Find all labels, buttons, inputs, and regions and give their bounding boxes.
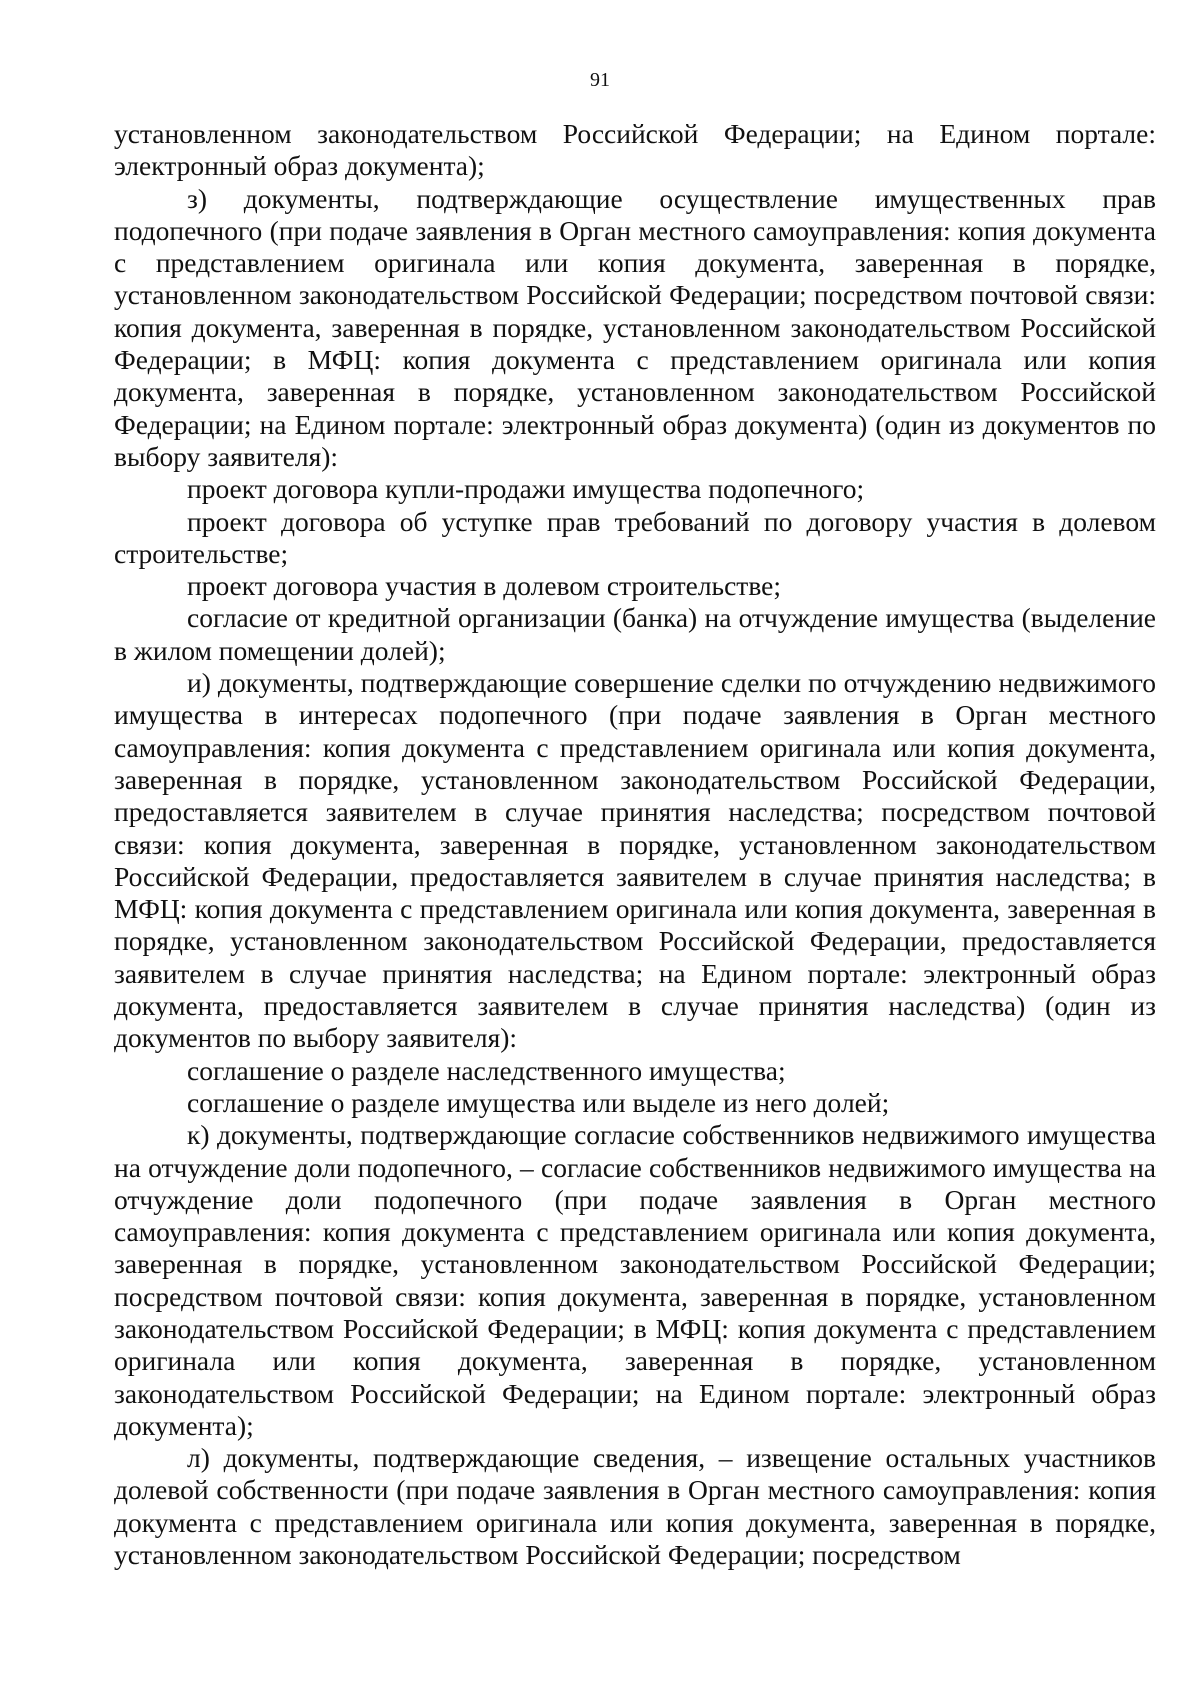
page-number: 91 [590, 69, 610, 91]
paragraph-item-i: и) документы, подтверждающие совершение сделки по отчуждению недвижимого имущества в интересах подопечного (при подаче заявления в Орган местного самоуправления: копия документа с представлением оригинала или копия документа, заверенная в порядке, установленном законодательством Российской Федерации, предоставляется заявителем в случае принятия наследства; посредством почтовой связи: копия документа, заверенная в порядке, установленном законодательством Российской Федерации, предоставляется заявителем в случае принятия наследства; в МФЦ: копия документа с представлением оригинала или копия документа, заверенная в порядке, установленном законодательством Российской Федерации, предоставляется заявителем в случае принятия наследства; на Едином портале: электронный образ документа, предоставляется заявителем в случае принятия наследства) (один из документов по выбору заявителя): [114, 667, 1156, 1054]
document-body [114, 118, 1156, 1571]
paragraph-sale-contract-draft: проект договора купли-продажи имущества подопечного; [187, 473, 865, 505]
paragraph-inheritance-division: соглашение о разделе наследственного имущества; [187, 1054, 786, 1086]
paragraph-item-l: л) документы, подтверждающие сведения, – извещение остальных участников долевой собственности (при подаче заявления в Орган местного самоуправления: копия документа с представлением оригинала или копия документа, заверенная в порядке, установленном законодательством Российской Федерации; посредством [114, 1442, 1156, 1571]
paragraph-shared-construction-draft: проект договора участия в долевом строительстве; [187, 570, 781, 602]
paragraph-continuation: установленном законодательством Российской Федерации; на Едином портале: электронный образ документа); [114, 118, 1156, 182]
paragraph-bank-consent: согласие от кредитной организации (банка) на отчуждение имущества (выделение в жилом помещении долей); [114, 602, 1156, 666]
paragraph-item-z: з) документы, подтверждающие осуществление имущественных прав подопечного (при подаче заявления в Орган местного самоуправления: копия документа с представлением оригинала или копия документа, заверенная в порядке, установленном законодательством Российской Федерации; посредством почтовой связи: копия документа, заверенная в порядке, установленном законодательством Российской Федерации; в МФЦ: копия документа с представлением оригинала или копия документа, заверенная в порядке, установленном законодательством Российской Федерации; на Едином портале: электронный образ документа) (один из документов по выбору заявителя): [114, 182, 1156, 472]
paragraph-item-k: к) документы, подтверждающие согласие собственников недвижимого имущества на отчуждение доли подопечного, – согласие собственников недвижимого имущества на отчуждение доли подопечного (при подаче заявления в Орган местного самоуправления: копия документа с представлением оригинала или копия документа, заверенная в порядке, установленном законодательством Российской Федерации; посредством почтовой связи: копия документа, заверенная в порядке, установленном законодательством Российской Федерации; в МФЦ: копия документа с представлением оригинала или копия документа, заверенная в порядке, установленном законодательством Российской Федерации; на Едином портале: электронный образ документа); [114, 1119, 1156, 1441]
paragraph-property-division: соглашение о разделе имущества или выделе из него долей; [187, 1086, 890, 1118]
paragraph-assignment-contract-draft: проект договора об уступке прав требований по договору участия в долевом строительстве; [114, 505, 1156, 569]
